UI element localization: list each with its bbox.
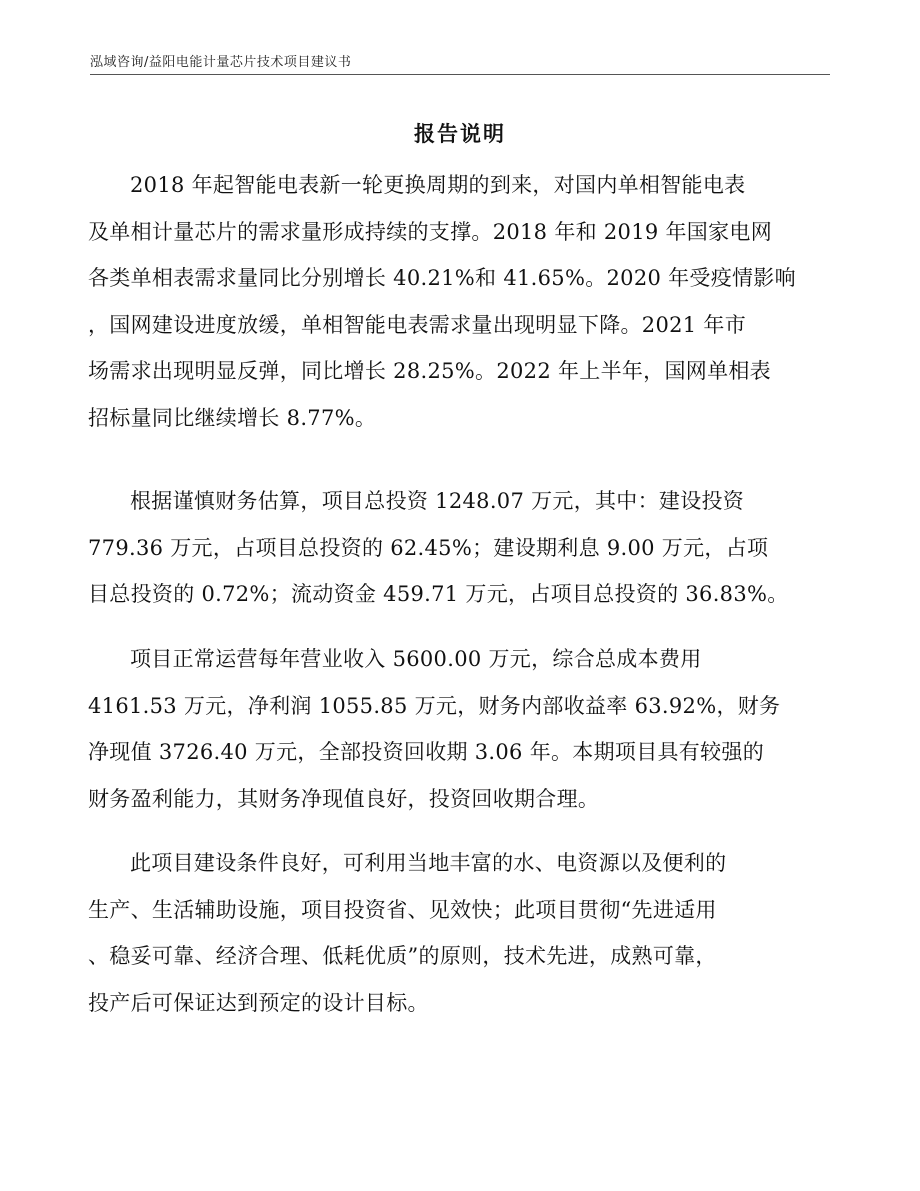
paragraph-line: 招标量同比继续增长 8.77%。 [88,405,377,430]
paragraph-financials [88,636,828,822]
paragraph-line: 根据谨慎财务估算，项目总投资 1248.07 万元，其中：建设投资 [130,489,745,513]
running-header: 泓域咨询/益阳电能计量芯片技术项目建议书 [90,55,352,70]
paragraph-line: 生产、生活辅助设施，项目投资省、见效快；此项目贯彻“先进适用 [88,897,717,922]
paragraph-market-background [88,162,828,441]
header-divider [90,74,830,75]
paragraph-line: 、稳妥可靠、经济合理、低耗优质”的原则，技术先进，成熟可靠， [88,944,717,968]
paragraph-line: 4161.53 万元，净利润 1055.85 万元，财务内部收益率 63.92%，财务 [88,693,781,718]
paragraph-line: 目总投资的 0.72%；流动资金 459.71 万元，占项目总投资的 36.83%。 [88,582,789,606]
paragraph-line: 及单相计量芯片的需求量形成持续的支撑。2018 年和 2019 年国家电网 [88,219,773,244]
paragraph-line: 净现值 3726.40 万元，全部投资回收期 3.06 年。本期项目具有较强的 [88,740,764,764]
paragraph-line: 场需求出现明显反弹，同比增长 28.25%。2022 年上半年，国网单相表 [88,359,771,383]
paragraph-line: 投产后可保证达到预定的设计目标。 [88,990,429,1015]
paragraph-line: 此项目建设条件良好，可利用当地丰富的水、电资源以及便利的 [130,851,727,875]
paragraph-investment [88,478,828,618]
paragraph-line: 项目正常运营每年营业收入 5600.00 万元，综合总成本费用 [130,647,702,671]
paragraph-line: 财务盈利能力，其财务净现值良好，投资回收期合理。 [88,786,600,811]
section-title: 报告说明 [414,122,506,146]
paragraph-line: 2018 年起智能电表新一轮更换周期的到来，对国内单相智能电表 [130,173,746,197]
paragraph-line: 779.36 万元，占项目总投资的 62.45%；建设期利息 9.00 万元，占项 [88,535,769,560]
paragraph-line: ，国网建设进度放缓，单相智能电表需求量出现明显下降。2021 年市 [88,312,747,337]
paragraph-line: 各类单相表需求量同比分别增长 40.21%和 41.65%。2020 年受疫情影响 [88,266,796,290]
paragraph-conditions [88,840,828,1026]
